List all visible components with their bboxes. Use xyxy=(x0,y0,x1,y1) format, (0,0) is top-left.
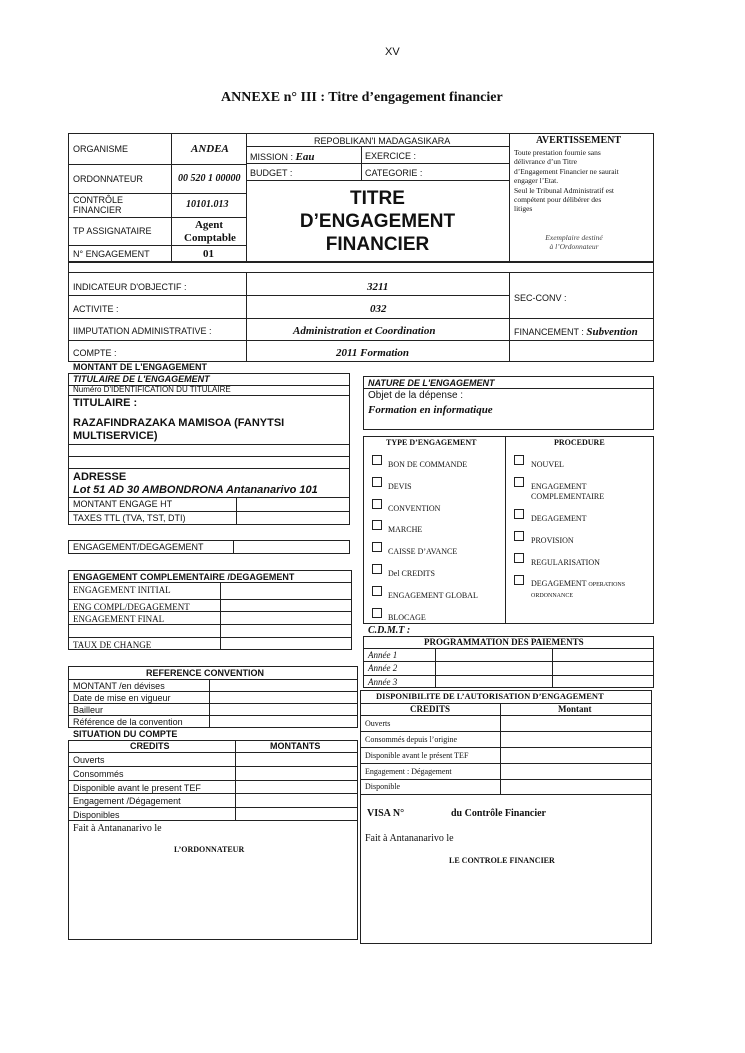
ref-conv-heading: REFERENCE CONVENTION xyxy=(146,668,265,678)
tp-value: Agent Comptable xyxy=(184,219,236,244)
sec-conv-label: SEC-CONV : xyxy=(514,293,567,303)
dispo-row: Disponible xyxy=(365,782,401,791)
organisme-value: ANDEA xyxy=(191,143,229,155)
imputation-label: IIMPUTATION ADMINISTRATIVE : xyxy=(73,326,212,336)
indicateur-value: 3211 xyxy=(367,281,389,293)
montant-engagement-heading: MONTANT DE L'ENGAGEMENT xyxy=(73,362,207,372)
numero-id-label: Numéro D'IDENTIFICATION DU TITULAIRE xyxy=(73,385,231,394)
document-main-title: TITRE D’ENGAGEMENT FINANCIER xyxy=(299,188,456,255)
situation-row: Disponible avant le present TEF xyxy=(73,783,201,793)
imputation-value: Administration et Coordination xyxy=(293,325,436,337)
type-option: Del CREDITS xyxy=(388,569,435,578)
indicateur-label: INDICATEUR D'OBJECTIF : xyxy=(73,282,187,292)
engagement-no-label: N° ENGAGEMENT xyxy=(73,249,150,259)
eng-compl-deg-label: ENG COMPL/DEGAGEMENT xyxy=(73,602,190,612)
fait-a-right: Fait à Antananarivo le xyxy=(365,833,454,844)
situation-row: Engagement /Dégagement xyxy=(73,796,181,806)
organisme-label: ORGANISME xyxy=(73,144,129,154)
procedure-option: PROVISION xyxy=(531,536,574,545)
exercice-label: EXERCICE : xyxy=(365,151,417,161)
checkbox[interactable] xyxy=(514,455,524,465)
visa-controle-financier: du Contrôle Financier xyxy=(451,808,546,819)
credits-header: CREDITS xyxy=(130,741,170,751)
ref-row: MONTANT /en dévises xyxy=(73,681,165,691)
avertissement-text: Toute prestation fournie sans délivrance d’un Titre d’Engagement Financier ne saurait engager l’Etat. Seul le Tribunal Administratif est compétent pour délibérer des litiges xyxy=(514,148,619,214)
eng-initial-label: ENGAGEMENT INITIAL xyxy=(73,585,171,595)
checkbox[interactable] xyxy=(372,520,382,530)
checkbox[interactable] xyxy=(372,499,382,509)
checkbox[interactable] xyxy=(514,553,524,563)
eng-final-label: ENGAGEMENT FINAL xyxy=(73,614,165,624)
ref-row: Bailleur xyxy=(73,705,104,715)
checkbox[interactable] xyxy=(514,477,524,487)
titulaire-label: TITULAIRE : xyxy=(73,397,138,409)
dispo-montant-header: Montant xyxy=(558,704,592,714)
nature-heading: NATURE DE L'ENGAGEMENT xyxy=(368,378,495,388)
annee-label: Année 3 xyxy=(368,677,398,687)
taux-change-label: TAUX DE CHANGE xyxy=(73,640,152,650)
checkbox[interactable] xyxy=(372,564,382,574)
ref-row: Référence de la convention xyxy=(73,717,183,727)
procedure-option: ENGAGEMENT COMPLEMENTAIRE xyxy=(531,482,605,501)
ref-row: Date de mise en vigueur xyxy=(73,693,171,703)
visa-label: VISA N° xyxy=(367,808,405,819)
categorie-label: CATEGORIE : xyxy=(365,168,423,178)
titulaire-name: RAZAFINDRAZAKA MAMISOA (FANYTSI MULTISERVICE) xyxy=(73,417,285,442)
type-option: BLOCAGE xyxy=(388,613,426,622)
dispo-row: Consommés depuis l’origine xyxy=(365,735,457,744)
programmation-heading: PROGRAMMATION DES PAIEMENTS xyxy=(424,637,584,647)
type-option: DEVIS xyxy=(388,482,412,491)
montant-ht-label: MONTANT ENGAGE HT xyxy=(73,499,173,509)
dispo-row: Ouverts xyxy=(365,719,391,728)
checkbox[interactable] xyxy=(372,455,382,465)
ordonnateur-signature: L’ORDONNATEUR xyxy=(174,845,245,854)
situation-row: Disponibles xyxy=(73,810,120,820)
controle-financier-signature: LE CONTROLE FINANCIER xyxy=(449,856,555,865)
procedure-header: PROCEDURE xyxy=(554,438,605,447)
dispo-row: Disponible avant le présent TEF xyxy=(365,751,469,760)
type-option: CONVENTION xyxy=(388,504,441,513)
activite-value: 032 xyxy=(370,303,387,315)
cdmt-label: C.D.M.T : xyxy=(368,625,411,636)
type-option: CAISSE D’AVANCE xyxy=(388,547,458,556)
procedure-option: DEGAGEMENT OPERATIONS ORDONNANCE xyxy=(531,579,626,599)
dispo-row: Engagement : Dégagement xyxy=(365,767,452,776)
page-number: XV xyxy=(385,46,400,58)
mission-field: MISSION : Eau xyxy=(250,151,315,163)
type-engagement-header: TYPE D’ENGAGEMENT xyxy=(386,438,477,447)
type-option: ENGAGEMENT GLOBAL xyxy=(388,591,478,600)
adresse-label: ADRESSE xyxy=(73,471,127,483)
compte-label: COMPTE : xyxy=(73,348,117,358)
annee-label: Année 2 xyxy=(368,663,398,673)
checkbox[interactable] xyxy=(372,477,382,487)
situation-row: Consommés xyxy=(73,769,124,779)
checkbox[interactable] xyxy=(372,608,382,618)
exemplaire-note: Exemplaire destiné à l’Ordonnateur xyxy=(545,233,603,251)
ordonnateur-value: 00 520 1 00000 xyxy=(178,173,241,184)
budget-label: BUDGET : xyxy=(250,168,293,178)
checkbox[interactable] xyxy=(372,586,382,596)
checkbox[interactable] xyxy=(372,542,382,552)
situation-heading: SITUATION DU COMPTE xyxy=(73,729,178,739)
controle-value: 10101.013 xyxy=(186,199,229,210)
tp-label: TP ASSIGNATAIRE xyxy=(73,226,152,236)
engagement-no-value: 01 xyxy=(203,248,214,260)
republic-heading: REPOBLIKAN'I MADAGASIKARA xyxy=(314,136,451,146)
activite-label: ACTIVITE : xyxy=(73,304,119,314)
controle-label: CONTRÔLE FINANCIER xyxy=(73,195,124,215)
eng-deg-label: ENGAGEMENT/DEGAGEMENT xyxy=(73,542,204,552)
checkbox[interactable] xyxy=(514,509,524,519)
annex-title: ANNEXE n° III : Titre d’engagement financier xyxy=(221,90,503,105)
type-option: MARCHE xyxy=(388,525,423,534)
objet-value: Formation en informatique xyxy=(368,404,493,416)
financement-field: FINANCEMENT : Subvention xyxy=(514,326,638,338)
ordonnateur-label: ORDONNATEUR xyxy=(73,174,143,184)
fait-a-left: Fait à Antananarivo le xyxy=(73,823,162,834)
montants-header: MONTANTS xyxy=(270,741,321,751)
adresse-value: Lot 51 AD 30 AMBONDRONA Antananarivo 101 xyxy=(73,484,318,496)
situation-row: Ouverts xyxy=(73,755,105,765)
type-option: BON DE COMMANDE xyxy=(388,460,468,469)
taxes-label: TAXES TTL (TVA, TST, DTI) xyxy=(73,513,186,523)
procedure-option: DEGAGEMENT xyxy=(531,514,587,523)
disponibilite-heading: DISPONIBILITE DE L’AUTORISATION D’ENGAGEMENT xyxy=(376,691,604,701)
dispo-credits-header: CREDITS xyxy=(410,704,451,714)
annee-label: Année 1 xyxy=(368,650,398,660)
titulaire-engagement-heading: TITULAIRE DE L'ENGAGEMENT xyxy=(73,374,210,384)
checkbox[interactable] xyxy=(514,531,524,541)
eng-compl-heading: ENGAGEMENT COMPLEMENTAIRE /DEGAGEMENT xyxy=(73,572,295,582)
objet-label: Objet de la dépense : xyxy=(368,390,464,401)
avertissement-title: AVERTISSEMENT xyxy=(536,135,622,146)
compte-value: 2011 Formation xyxy=(336,347,410,359)
checkbox[interactable] xyxy=(514,575,524,585)
procedure-option: REGULARISATION xyxy=(531,558,600,567)
procedure-option: NOUVEL xyxy=(531,460,564,469)
